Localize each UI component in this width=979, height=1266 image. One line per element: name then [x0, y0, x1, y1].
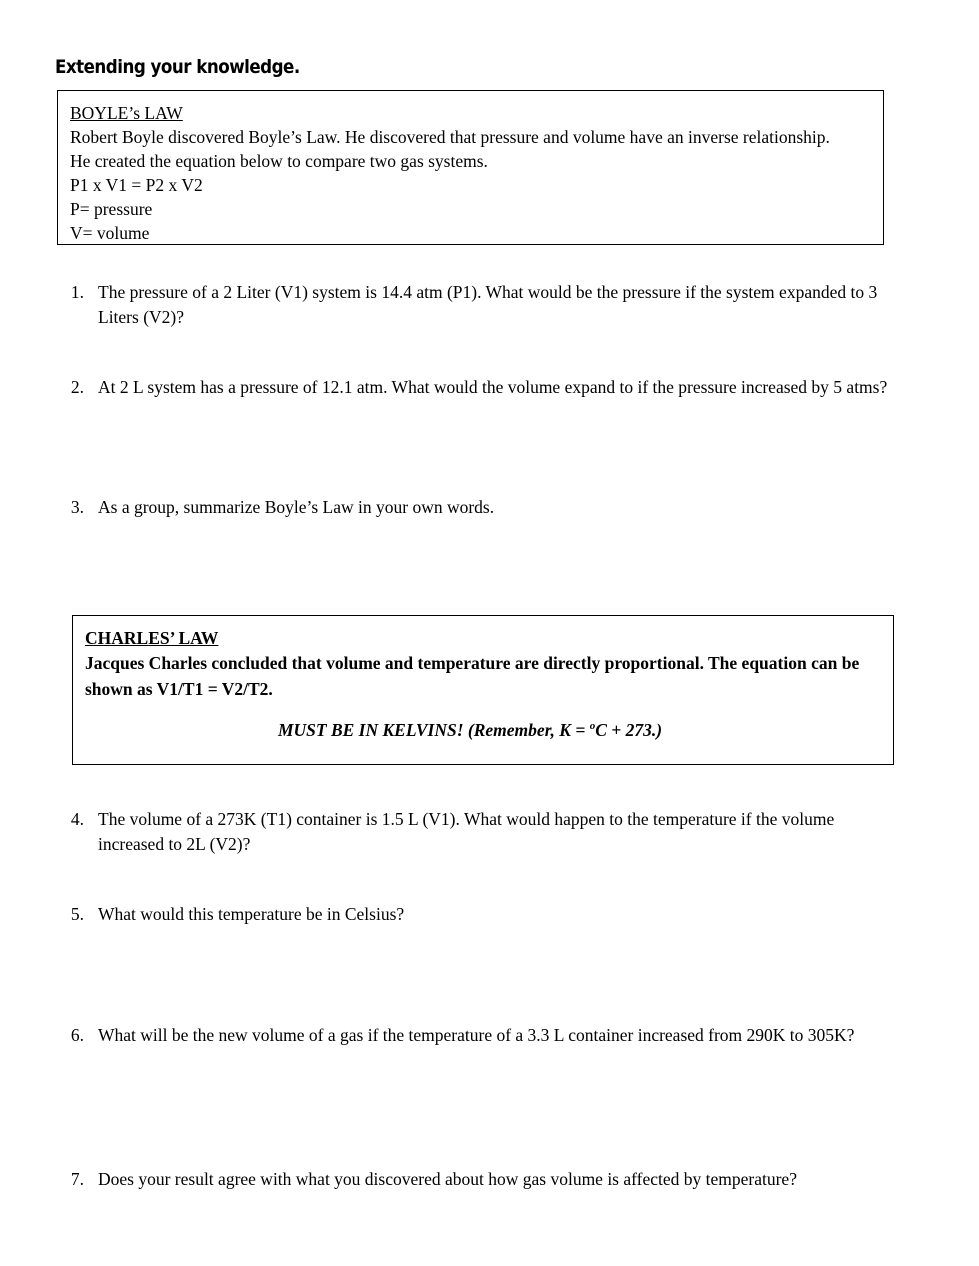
- question-number: 7.: [70, 1169, 84, 1189]
- question-number: 6.: [70, 1025, 84, 1045]
- degree-superscript: o: [589, 720, 596, 733]
- charles-law-note-suffix: C + 273.): [595, 720, 663, 740]
- boyle-law-legend-pressure: P= pressure: [70, 199, 153, 219]
- question-item: [52, 807, 882, 857]
- charles-law-title: CHARLES’ LAW: [85, 628, 219, 648]
- boyle-law-legend-volume: V= volume: [70, 223, 150, 243]
- charles-law-box: [72, 615, 894, 765]
- boyle-law-equation: P1 x V1 = P2 x V2: [70, 175, 203, 195]
- question-number: 1.: [70, 282, 84, 302]
- question-number: 5.: [70, 904, 84, 924]
- question-text: As a group, summarize Boyle’s Law in your own words.: [98, 497, 495, 517]
- question-item: [52, 1023, 922, 1048]
- charles-law-note: [85, 720, 855, 741]
- boyle-law-title: BOYLE’s LAW: [70, 103, 183, 123]
- boyle-law-box: [57, 90, 884, 245]
- boyle-law-body: Robert Boyle discovered Boyle’s Law. He discovered that pressure and volume have an inverse relationship. He created the equation below to compare two gas systems.: [70, 127, 830, 171]
- charles-law-body: Jacques Charles concluded that volume and temperature are directly proportional. The equation can be shown as V1/T1 = V2/T2.: [85, 653, 860, 699]
- question-text: At 2 L system has a pressure of 12.1 atm. What would the volume expand to if the pressure increased by 5 atms?: [98, 377, 888, 397]
- question-text: Does your result agree with what you discovered about how gas volume is affected by temperature?: [98, 1169, 797, 1189]
- question-text: The pressure of a 2 Liter (V1) system is 14.4 atm (P1). What would be the pressure if the system expanded to 3 Liters (V2)?: [98, 282, 878, 327]
- question-text: What will be the new volume of a gas if the temperature of a 3.3 L container increased from 290K to 305K?: [98, 1025, 855, 1045]
- page-title: Extending your knowledge.: [55, 56, 300, 78]
- question-text: The volume of a 273K (T1) container is 1.5 L (V1). What would happen to the temperature if the volume increased to 2L (V2)?: [98, 809, 835, 854]
- question-item: [52, 280, 882, 330]
- question-item: [52, 902, 652, 927]
- question-text: What would this temperature be in Celsius?: [98, 904, 405, 924]
- question-item: [52, 1167, 922, 1192]
- question-number: 4.: [70, 809, 84, 829]
- question-number: 2.: [70, 377, 84, 397]
- question-item: [52, 375, 942, 400]
- question-item: [52, 495, 752, 520]
- charles-law-note-prefix: MUST BE IN KELVINS! (Remember, K =: [277, 720, 590, 740]
- question-number: 3.: [70, 497, 84, 517]
